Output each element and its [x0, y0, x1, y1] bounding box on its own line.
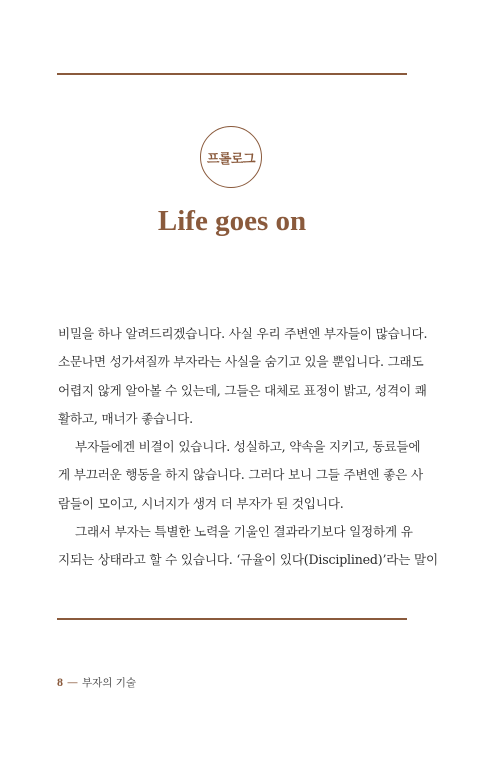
page-title: Life goes on [157, 205, 307, 237]
chapter-badge-label: 프롤로그 [206, 151, 256, 167]
body-line: 비밀을 하나 알려드리겠습니다. 사실 우리 주변엔 부자들이 많습니다. [58, 326, 428, 341]
page-footer [57, 675, 136, 690]
body-line: 람들이 모이고, 시너지가 생겨 더 부자가 된 것입니다. [58, 495, 344, 511]
body-line: 활하고, 매너가 좋습니다. [58, 410, 193, 426]
body-text [58, 320, 438, 575]
body-line: 게 부끄러운 행동을 하지 않습니다. 그러다 보니 그들 주변엔 좋은 사 [58, 467, 423, 483]
footer-separator: — [67, 676, 78, 689]
book-title: 부자의 기술 [82, 677, 137, 689]
body-line: 소문나면 성가셔질까 부자라는 사실을 숨기고 있을 뿐입니다. 그래도 [58, 354, 424, 370]
body-line: 지되는 상태라고 할 수 있습니다. ‘규율이 있다(Disciplined)’라는 말이 [58, 552, 438, 568]
top-rule [57, 73, 407, 75]
bottom-rule [57, 618, 407, 620]
body-line: 그래서 부자는 특별한 노력을 기울인 결과라기보다 일정하게 유 [75, 524, 413, 540]
chapter-badge [200, 126, 262, 188]
page-number: 8 [57, 675, 63, 689]
body-line: 어렵지 않게 알아볼 수 있는데, 그들은 대체로 표정이 밝고, 성격이 쾌 [58, 382, 427, 398]
body-line: 부자들에겐 비결이 있습니다. 성실하고, 약속을 지키고, 동료들에 [75, 439, 421, 455]
